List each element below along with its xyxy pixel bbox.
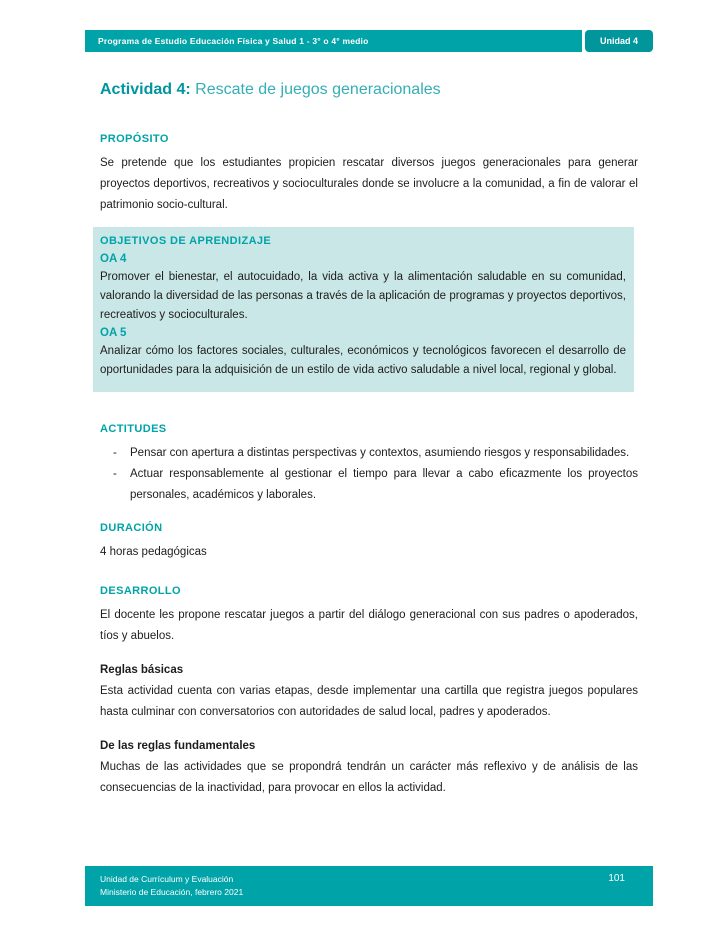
section-actitudes bbox=[100, 422, 638, 506]
bullet-dash: - bbox=[113, 447, 117, 459]
footer-line1: Unidad de Currículum y Evaluación bbox=[100, 874, 234, 884]
unit-badge bbox=[585, 30, 653, 52]
proposito-heading: PROPÓSITO bbox=[100, 133, 169, 145]
subsection bbox=[100, 660, 638, 723]
list-item-text: Pensar con apertura a distintas perspectivas y contextos, asumiendo riesgos y responsabilidades. bbox=[130, 447, 630, 459]
oa-label: OA 4 bbox=[100, 253, 127, 265]
desarrollo-heading: DESARROLLO bbox=[100, 585, 181, 597]
list-item bbox=[100, 443, 638, 464]
objetivos-heading: OBJETIVOS DE APRENDIZAJE bbox=[100, 235, 272, 247]
duracion-heading: DURACIÓN bbox=[100, 522, 163, 534]
activity-title-name: Rescate de juegos generacionales bbox=[195, 81, 441, 98]
header-title-bar bbox=[85, 30, 582, 52]
bullet-dash: - bbox=[113, 468, 117, 480]
oa-label: OA 5 bbox=[100, 327, 127, 339]
section-proposito bbox=[100, 132, 638, 216]
footer-credits bbox=[100, 873, 243, 906]
document-body bbox=[100, 80, 638, 799]
page-footer bbox=[85, 866, 653, 906]
list-item-text: Actuar responsablemente al gestionar el tiempo para llevar a cabo eficazmente los proyectos personales, académicos y laborales. bbox=[130, 468, 638, 501]
footer-line2: Ministerio de Educación, febrero 2021 bbox=[100, 886, 244, 897]
unit-badge-label: Unidad 4 bbox=[599, 36, 638, 46]
proposito-body: Se pretende que los estudiantes propicien rescatar diversos juegos generacionales para generar proyectos deportivos, recreativos y socioculturales donde se involucre a la comunidad, a fin de valorar el patrimonio socio-cultural. bbox=[100, 157, 638, 211]
desarrollo-body: El docente les propone rescatar juegos a partir del diálogo generacional con sus padres o apoderados, tíos y abuelos. bbox=[100, 609, 638, 642]
subsection-body: Muchas de las actividades que se propondrá tendrán un carácter más reflexivo y de análisis de las consecuencias de la inactividad, para provocar en ellos la actividad. bbox=[100, 761, 638, 794]
section-duracion bbox=[100, 521, 638, 563]
subsection-title: De las reglas fundamentales bbox=[100, 740, 256, 752]
oa-text: Promover el bienestar, el autocuidado, la vida activa y la alimentación saludable en su comunidad, valorando la diversidad de las personas a través de la aplicación de programas y proyectos deportivos, recreativos y socioculturales. bbox=[100, 271, 626, 321]
list-item bbox=[100, 464, 638, 506]
objetivos-box bbox=[93, 227, 634, 392]
activity-title-label: Actividad 4: bbox=[100, 81, 191, 98]
subsection-body: Esta actividad cuenta con varias etapas, desde implementar una cartilla que registra juegos populares hasta culminar con conversatorios con autoridades de salud local, padres y apoderados. bbox=[100, 685, 638, 718]
page-header bbox=[85, 30, 653, 52]
header-program-title: Programa de Estudio Educación Física y Salud 1 - 3° o 4° medio bbox=[98, 36, 369, 46]
activity-title bbox=[100, 80, 638, 100]
page-number: 101 bbox=[608, 873, 625, 884]
section-desarrollo bbox=[100, 584, 638, 799]
subsection bbox=[100, 736, 638, 799]
duracion-body: 4 horas pedagógicas bbox=[100, 546, 207, 558]
oa-text: Analizar cómo los factores sociales, culturales, económicos y tecnológicos favorecen el desarrollo de oportunidades para la adquisición de un estilo de vida activo saludable a nivel local, regional y global. bbox=[100, 345, 626, 376]
subsection-title: Reglas básicas bbox=[100, 664, 184, 676]
actitudes-heading: ACTITUDES bbox=[100, 423, 167, 435]
